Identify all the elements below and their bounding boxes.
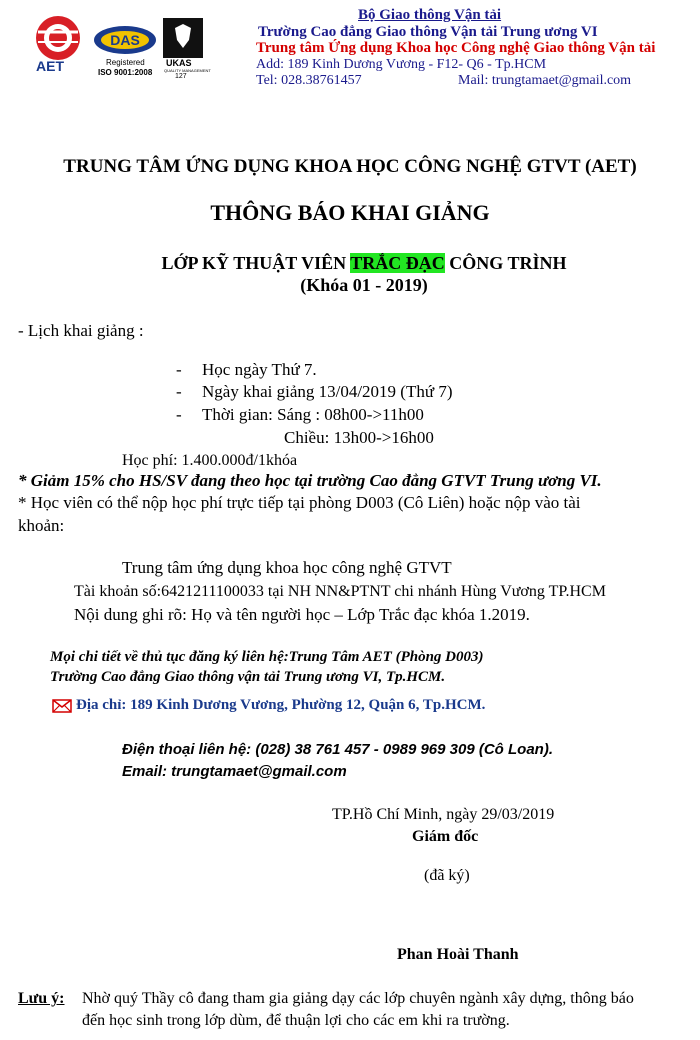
contact-line-1: Mọi chi tiết về thủ tục đăng ký liên hệ:Trung Tâm AET (Phòng D003) — [50, 649, 484, 665]
schedule-item: Ngày khai giảng 13/04/2019 (Thứ 7) — [202, 382, 453, 401]
schedule-item: Học ngày Thứ 7. — [202, 360, 317, 379]
payment-note: * Học viên có thể nộp học phí trực tiếp tại phòng D003 (Cô Liên) hoặc nộp vào tài — [18, 493, 581, 512]
envelope-icon — [52, 699, 72, 713]
schedule-dash: - — [176, 405, 182, 424]
bank-content: Nội dung ghi rõ: Họ và tên người học – Lớp Trắc đạc khóa 1.2019. — [74, 605, 530, 624]
contact-email: Email: trungtamaet@gmail.com — [122, 763, 347, 780]
fee: Học phí: 1.400.000đ/1khóa — [122, 452, 298, 469]
footnote-text-cont: đến học sinh trong lớp dùm, để thuận lợi cho các em khi ra trường. — [82, 1012, 510, 1029]
schedule-item: Thời gian: Sáng : 08h00->11h00 — [202, 405, 424, 424]
signer-role: Giám đốc — [412, 828, 479, 845]
class-title-highlight: TRẮC ĐẠC — [350, 253, 445, 273]
ukas-logo — [163, 18, 211, 80]
class-title — [0, 253, 700, 274]
ukas-text: UKAS — [166, 58, 192, 68]
footnote-label: Lưu ý: — [18, 990, 65, 1007]
course-title: (Khóa 01 - 2019) — [300, 275, 428, 295]
das-logo — [92, 22, 158, 78]
header-center: Trung tâm Ứng dụng Khoa học Công nghệ Giao thông Vận tải — [256, 40, 656, 56]
schedule-dash: - — [176, 360, 182, 379]
svg-text:DAS: DAS — [110, 32, 140, 48]
header-ministry: Bộ Giao thông Vận tải — [358, 7, 502, 23]
contact-line-2: Trường Cao đẳng Giao thông vận tải Trung ương VI, Tp.HCM. — [50, 669, 446, 685]
notice-title: THÔNG BÁO KHAI GIẢNG — [210, 200, 490, 225]
payment-note-cont: khoản: — [18, 516, 65, 535]
header-tel: Tel: 028.38761457 — [256, 73, 362, 88]
contact-address: Địa chỉ: 189 Kinh Dương Vương, Phường 12, Quận 6, Tp.HCM. — [76, 697, 486, 713]
ukas-subtext: QUALITY MANAGEMENT — [164, 68, 211, 73]
ukas-number: 127 — [175, 73, 187, 80]
place-date: TP.Hồ Chí Minh, ngày 29/03/2019 — [332, 806, 555, 823]
bank-account: Tài khoản số:6421211100033 tại NH NN&PTNT chi nhánh Hùng Vương TP.HCM — [74, 583, 606, 600]
aet-logo-text: AET — [36, 58, 64, 74]
schedule-afternoon: Chiều: 13h00->16h00 — [284, 428, 434, 447]
bank-name: Trung tâm ứng dụng khoa học công nghệ GTVT — [122, 558, 452, 577]
schedule-dash: - — [176, 382, 182, 401]
header-mail: Mail: trungtamaet@gmail.com — [458, 73, 632, 88]
header-address: Add: 189 Kinh Dương Vương - F12- Q6 - Tp.HCM — [256, 57, 547, 72]
org-title: TRUNG TÂM ỨNG DỤNG KHOA HỌC CÔNG NGHỆ GTVT (AET) — [63, 156, 637, 177]
signed-note: (đã ký) — [424, 867, 470, 884]
class-title-post: CÔNG TRÌNH — [444, 253, 567, 273]
das-registered: Registered — [106, 58, 145, 67]
footnote-text: Nhờ quý Thầy cô đang tham gia giảng dạy các lớp chuyên ngành xây dựng, thông báo — [82, 990, 634, 1007]
contact-phone: Điện thoại liên hệ: (028) 38 761 457 - 0989 969 309 (Cô Loan). — [122, 741, 554, 758]
header-college: Trường Cao đẳng Giao thông Vận tải Trung ương VI — [258, 24, 598, 40]
das-iso: ISO 9001:2008 — [98, 68, 153, 77]
aet-logo — [30, 12, 86, 76]
discount-note: * Giảm 15% cho HS/SV đang theo học tại trường Cao đẳng GTVT Trung ương VI. — [18, 471, 602, 490]
signer-name: Phan Hoài Thanh — [397, 946, 519, 963]
class-title-pre: LỚP KỸ THUẬT VIÊN — [161, 253, 351, 273]
schedule-heading: - Lịch khai giảng : — [18, 321, 144, 340]
